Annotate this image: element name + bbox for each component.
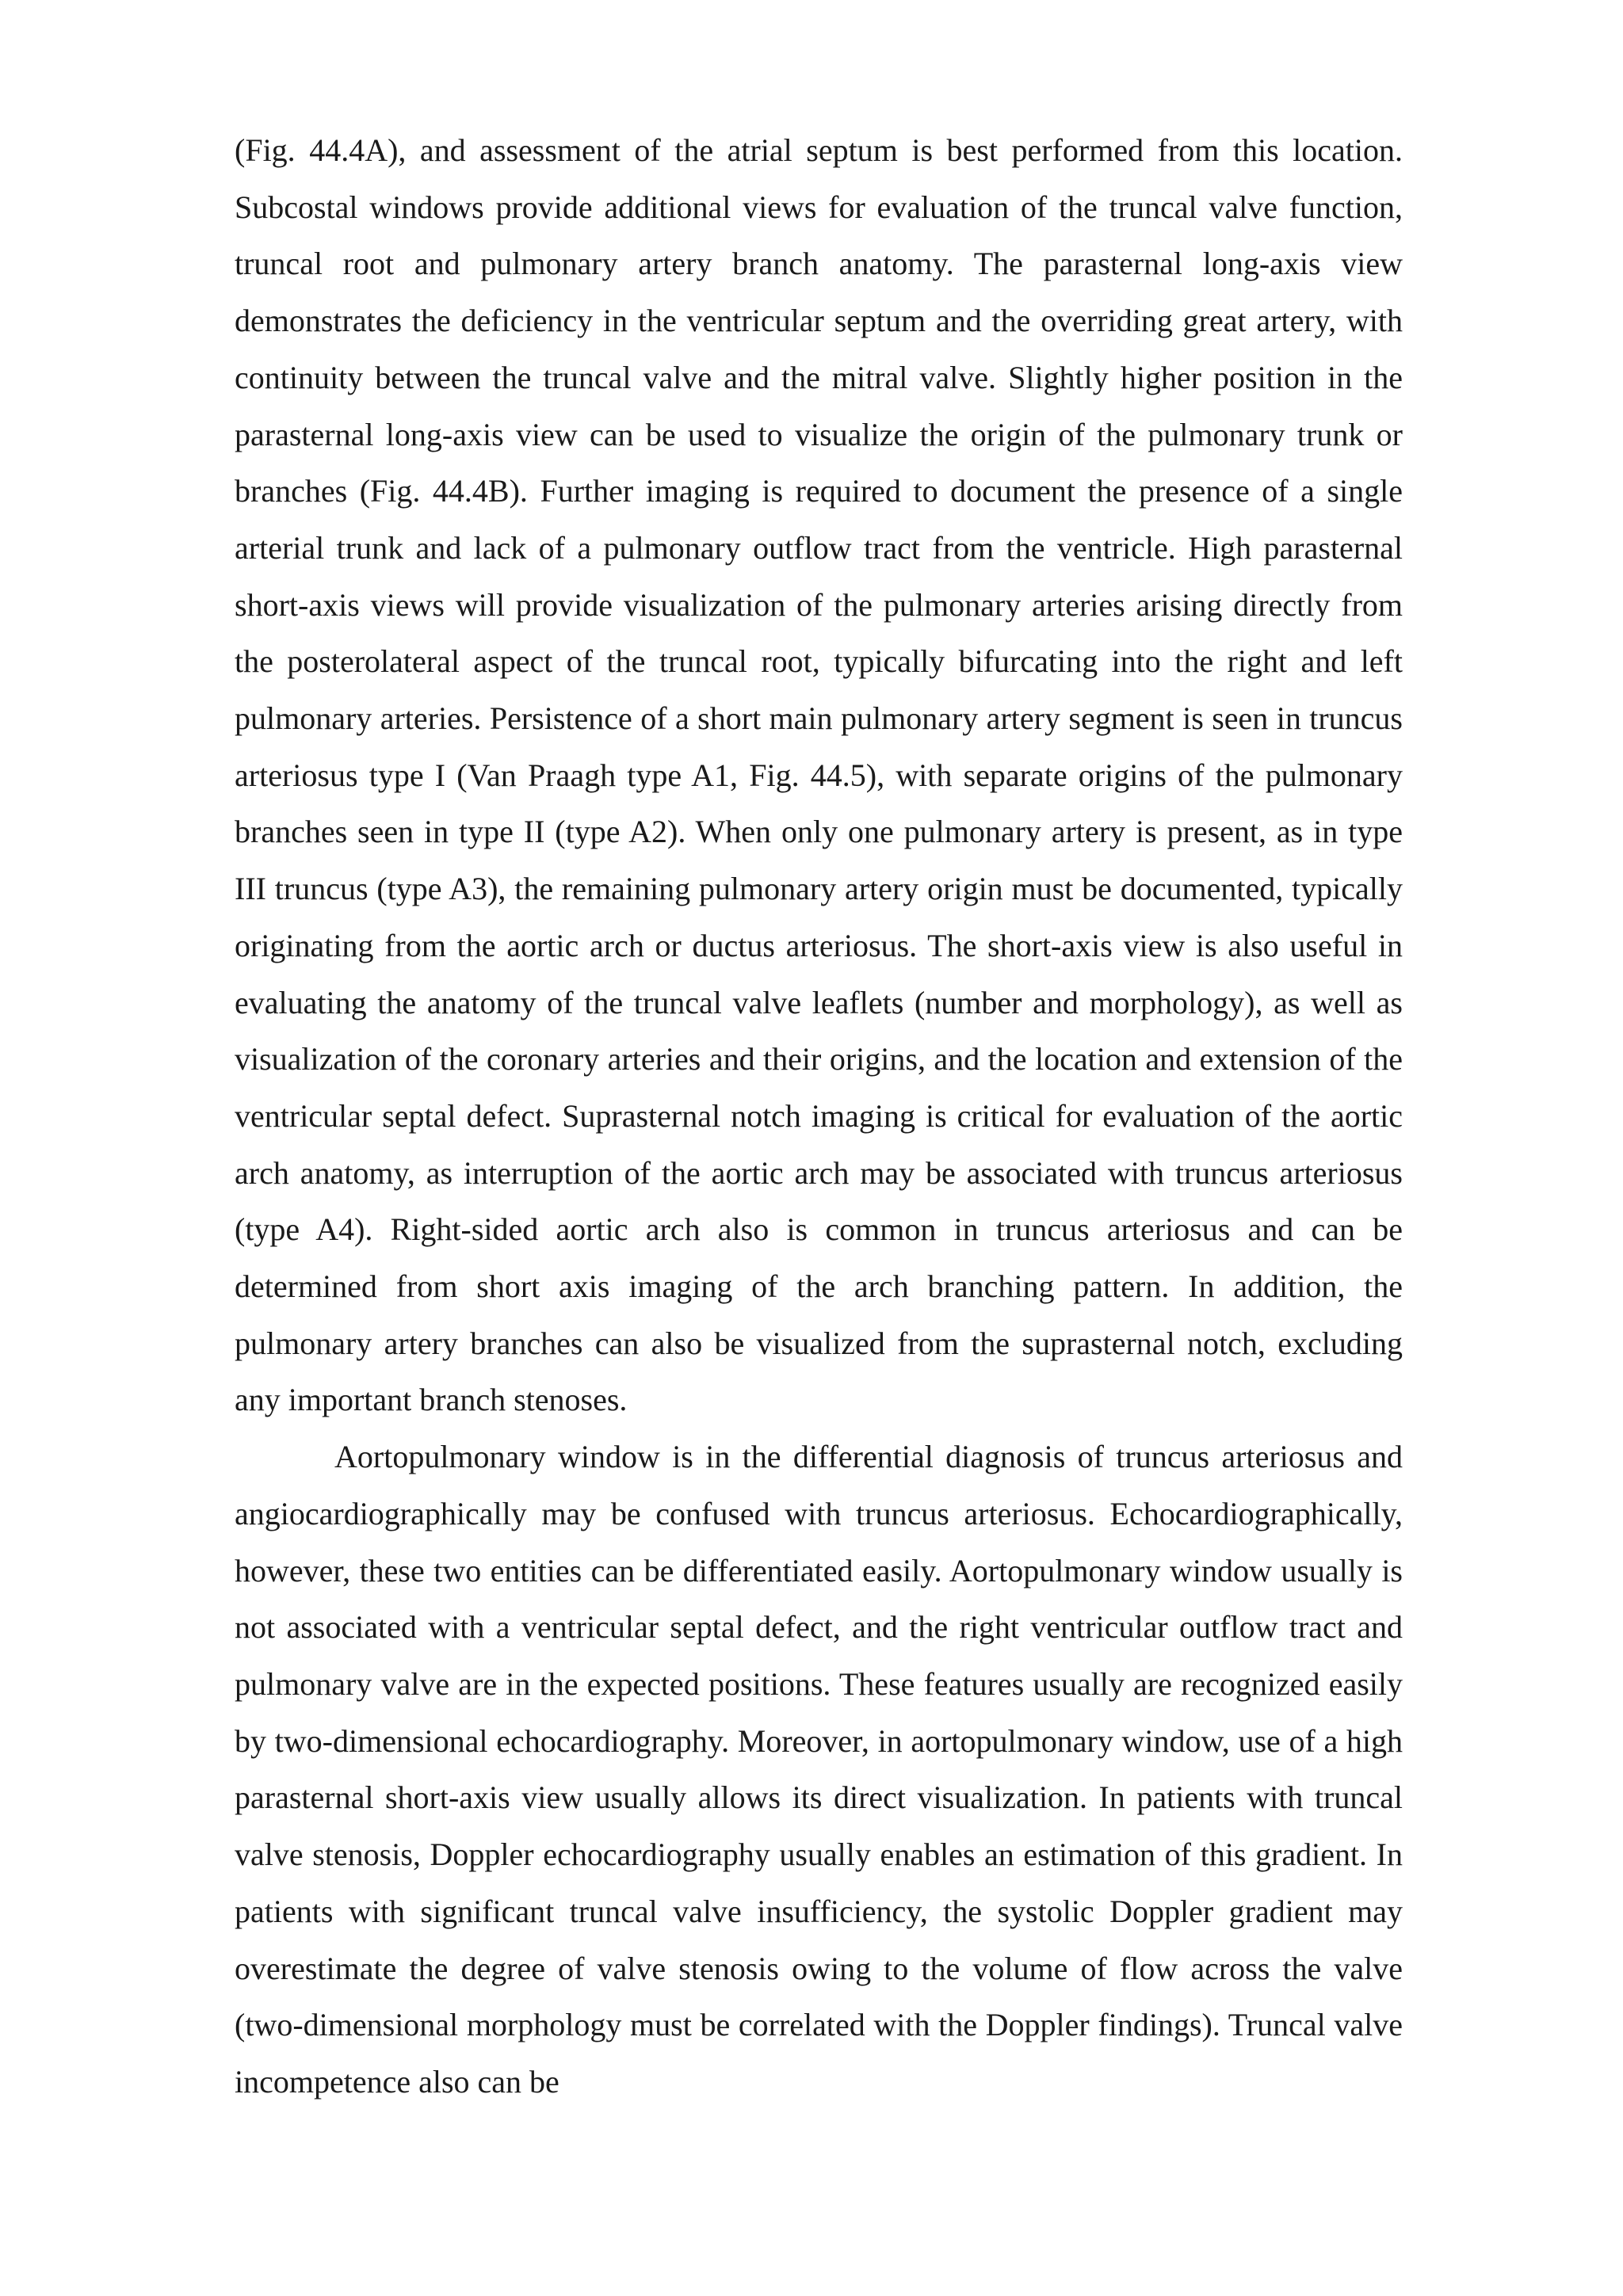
paragraph-echo-views: (Fig. 44.4A), and assessment of the atrial septum is best performed from this location. Subcostal windows provide additional views for evaluation of the truncal valve function, truncal root and pulmonary artery branch anatomy. The parasternal long-axis view demonstrates the deficiency in the ventricular septum and the overriding great artery, with continuity between the truncal valve and the mitral valve. Slightly higher position in the parasternal long-axis view can be used to visualize the origin of the pulmonary trunk or branches (Fig. 44.4B). Further imaging is required to document the presence of a single arterial trunk and lack of a pulmonary outflow tract from the ventricle. High parasternal short-axis views will provide visualization of the pulmonary arteries arising directly from the posterolateral aspect of the truncal root, typically bifurcating into the right and left pulmonary arteries. Persistence of a short main pulmonary artery segment is seen in truncus arteriosus type I (Van Praagh type A1, Fig. 44.5), with separate origins of the pulmonary branches seen in type II (type A2). When only one pulmonary artery is present, as in type III truncus (type A3), the remaining pulmonary artery origin must be documented, typically originating from the aortic arch or ductus arteriosus. The short-axis view is also useful in evaluating the anatomy of the truncal valve leaflets (number and morphology), as well as visualization of the coronary arteries and their origins, and the location and extension of the ventricular septal defect. Suprasternal notch imaging is critical for evaluation of the aortic arch anatomy, as interruption of the aortic arch may be associated with truncus arteriosus (type A4). Right-sided aortic arch also is common in truncus arteriosus and can be determined from short axis imaging of the arch branching pattern. In addition, the pulmonary artery branches can also be visualized from the suprasternal notch, excluding any important branch stenoses. bbox=[235, 132, 1403, 1418]
document-body bbox=[235, 122, 1403, 2111]
paragraph-aortopulmonary-window: Aortopulmonary window is in the differential diagnosis of truncus arteriosus and angiocardiographically may be confused with truncus arteriosus. Echocardiographically, however, these two entities can be differentiated easily. Aortopulmonary window usually is not associated with a ventricular septal defect, and the right ventricular outflow tract and pulmonary valve are in the expected positions. These features usually are recognized easily by two-dimensional echocardiography. Moreover, in aortopulmonary window, use of a high parasternal short-axis view usually allows its direct visualization. In patients with truncal valve stenosis, Doppler echocardiography usually enables an estimation of this gradient. In patients with significant truncal valve insufficiency, the systolic Doppler gradient may overestimate the degree of valve stenosis owing to the volume of flow across the valve (two-dimensional morphology must be correlated with the Doppler findings). Truncal valve incompetence also can be bbox=[235, 1439, 1403, 2100]
